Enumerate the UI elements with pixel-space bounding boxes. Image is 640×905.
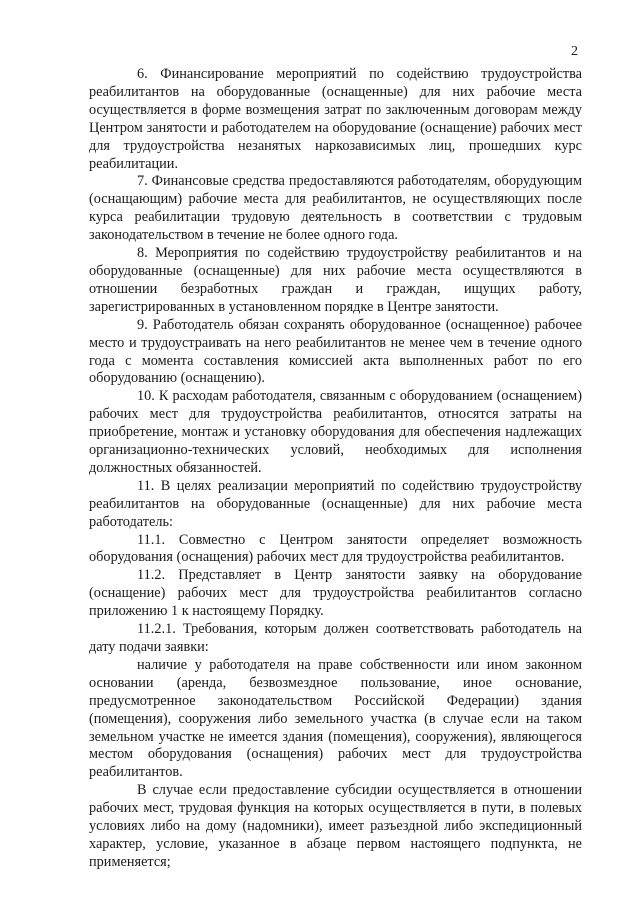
document-body: [89, 66, 582, 872]
paragraph-11-2: 11.2. Представляет в Центр занятости заявку на оборудование (оснащение) рабочих мест для трудоустройства реабилитантов согласно приложению 1 к настоящему Порядку.: [89, 567, 582, 620]
paragraph-11-2-1: 11.2.1. Требования, которым должен соответствовать работодатель на дату подачи заявки:: [89, 621, 582, 655]
paragraph-8: 8. Мероприятия по содействию трудоустройству реабилитантов и на оборудованные (оснащенные) для них рабочие места осуществляются в отношении безработных граждан и граждан, ищущих работу, зарегистрированных в установленном порядке в Центре занятости.: [89, 245, 582, 315]
paragraph-10: 10. К расходам работодателя, связанным с оборудованием (оснащением) рабочих мест для трудоустройства реабилитантов, относятся затраты на приобретение, монтаж и установку оборудования для обеспечения надлежащих организационно-технических условий, необходимых для исполнения должностных обязанностей.: [89, 388, 582, 476]
paragraph-11-1: 11.1. Совместно с Центром занятости определяет возможность оборудования (оснащения) рабочих мест для трудоустройства реабилитантов.: [89, 531, 582, 566]
paragraph-11: 11. В целях реализации мероприятий по содействию трудоустройству реабилитантов на оборудованные (оснащенные) для них рабочие места работодатель:: [89, 477, 582, 530]
requirement-paragraph: наличие у работодателя на праве собственности или ином законном основании (аренда, безвозмездное пользование, иное основание, предусмотренное законодательством Российской Федерации) здания (помещения), сооружения либо земельного участка (в случае если на таком земельном участке не имеется здания (помещения), сооружения), являющегося местом оборудования (оснащения) рабочих мест для трудоустройства реабилитантов.: [89, 656, 582, 781]
exception-paragraph: В случае если предоставление субсидии осуществляется в отношении рабочих мест, трудовая функция на которых осуществляется в пути, в полевых условиях либо на дому (надомники), имеет разъездной либо экспедиционный характер, условие, указанное в абзаце первом настоящего подпункта, не применяется;: [89, 782, 582, 870]
paragraph-6: 6. Финансирование мероприятий по содействию трудоустройства реабилитантов на оборудованные (оснащенные) для них рабочие места осуществляется в форме возмещения затрат по заключенным договорам между Центром занятости и работодателем на оборудование (оснащение) рабочих мест для трудоустройства незанятых наркозависимых лиц, прошедших курс реабилитации.: [89, 66, 582, 172]
paragraph-9: 9. Работодатель обязан сохранять оборудованное (оснащенное) рабочее место и трудоустраивать на него реабилитантов не менее чем в течение одного года с момента составления комиссией акта выполненных работ по его оборудованию (оснащению).: [89, 316, 582, 387]
paragraph-7: 7. Финансовые средства предоставляются работодателям, оборудующим (оснащающим) рабочие места для реабилитантов, не осуществляющих после курса реабилитации трудовую деятельность в соответствии с трудовым законодательством в течение не более одного года.: [89, 173, 582, 244]
page-number: 2: [571, 44, 578, 59]
